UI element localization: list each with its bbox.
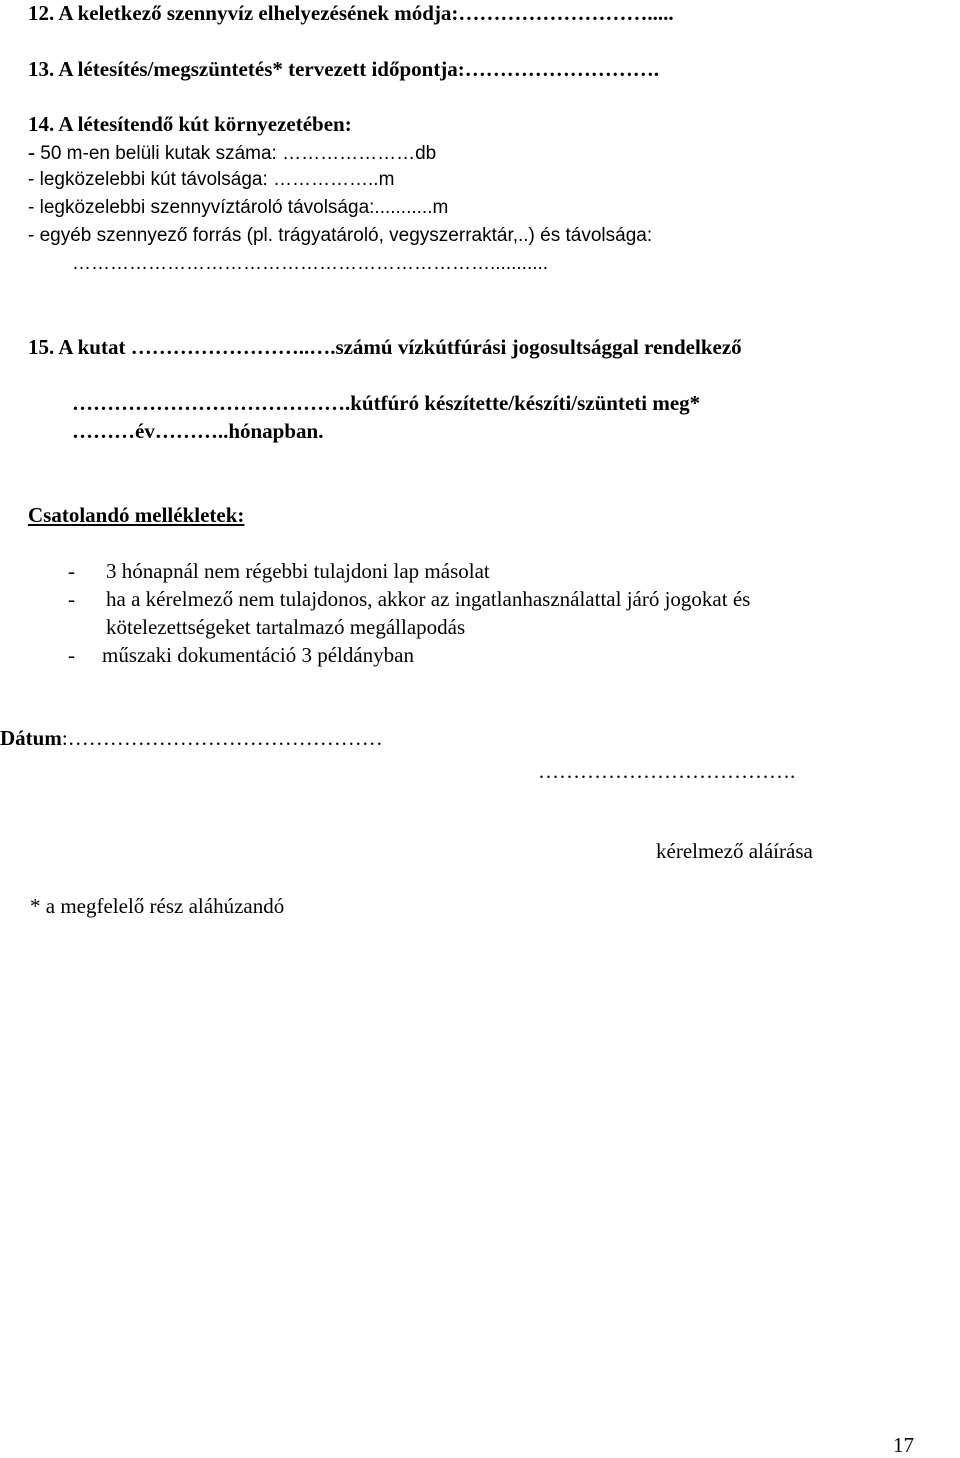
attachment-item [68, 586, 750, 612]
item-14-wells-text: 50 m-en belüli kutak száma: …………………db [40, 143, 437, 164]
signature-dots: ………………………………. [538, 759, 796, 783]
attachment-item-continuation [68, 614, 465, 640]
item-15-line-2: ………………………………….kútfúró készítette/készíti/szünteti meg* [72, 391, 701, 415]
attachment-text: 3 hónapnál nem régebbi tulajdoni lap másolat [106, 559, 490, 583]
item-14-nearest-well: - legközelebbi kút távolsága: ……………..m [28, 169, 395, 190]
attachment-item [68, 558, 490, 584]
date-label: Dátum [0, 726, 62, 750]
item-13: 13. A létesítés/megszüntetés* tervezett időpontja:………………………. [28, 57, 660, 81]
footnote: * a megfelelő rész aláhúzandó [30, 894, 285, 918]
attachments-heading: Csatolandó mellékletek: [28, 503, 245, 527]
item-12: 12. A keletkező szennyvíz elhelyezésének módja:………………………..... [28, 1, 674, 25]
attachment-item [68, 642, 414, 668]
date-dots: ……………………………………… [67, 726, 383, 750]
date-colon: : [61, 726, 68, 750]
attachment-text: műszaki dokumentáció 3 példányban [102, 643, 414, 667]
item-15-line-3: ………év………..hónapban. [72, 419, 324, 443]
item-14-wells-count [28, 139, 436, 167]
list-dash: - [68, 643, 75, 667]
page-number: 17 [893, 1433, 914, 1457]
item-14-other-source-dots: …………………………………………………………........... [72, 253, 549, 274]
attachment-text: ha a kérelmező nem tulajdonos, akkor az ingatlanhasználattal járó jogokat és [106, 587, 751, 611]
signature-label: kérelmező aláírása [656, 839, 813, 863]
date-line [0, 725, 383, 751]
item-14-title: 14. A létesítendő kút környezetében: [28, 112, 352, 136]
item-14-dash: - [28, 140, 41, 164]
list-dash: - [68, 587, 75, 611]
item-15-line-1: 15. A kutat ……………………..….számú vízkútfúrási jogosultsággal rendelkező [28, 335, 742, 359]
item-14-sewage-tank: - legközelebbi szennyvíztároló távolsága:...........m [28, 197, 449, 218]
item-14-other-source: - egyéb szennyező forrás (pl. trágyatároló, vegyszerraktár,..) és távolsága: [28, 225, 653, 246]
list-dash: - [68, 559, 75, 583]
attachment-text: kötelezettségeket tartalmazó megállapodás [106, 615, 466, 639]
